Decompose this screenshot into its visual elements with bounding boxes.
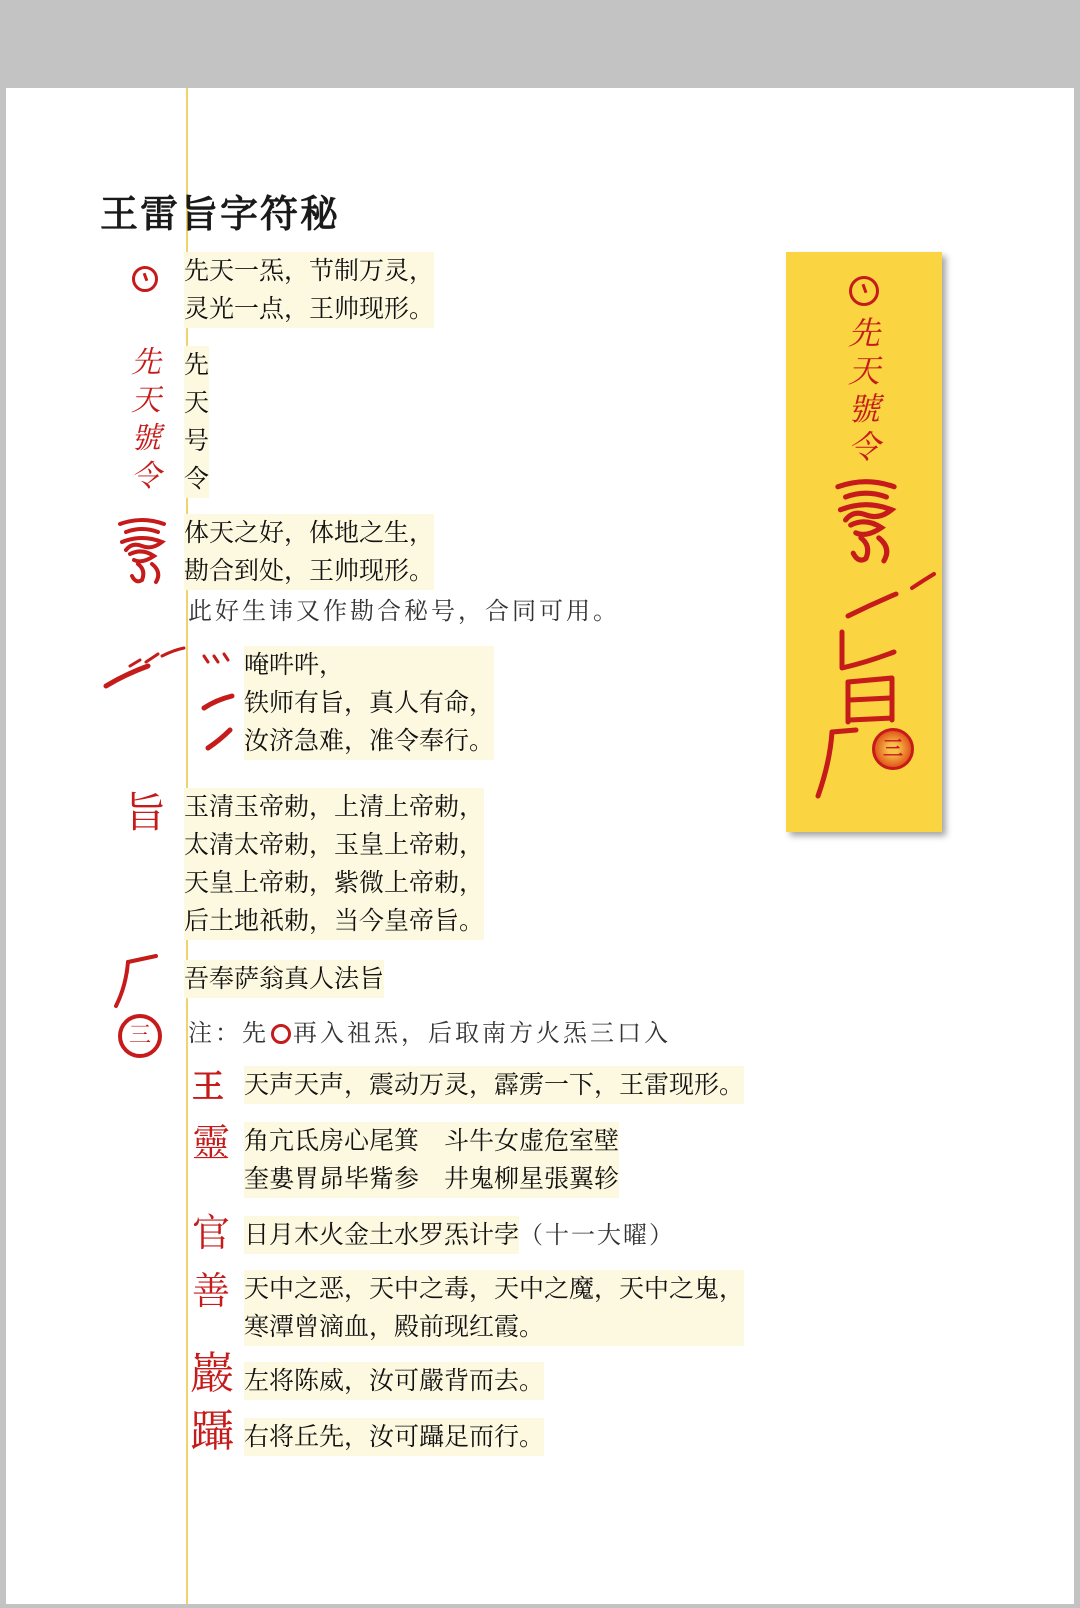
verse-block-10	[244, 1216, 675, 1254]
note-line: 此好生讳又作勘合秘号，合同可用。	[188, 597, 620, 625]
talisman-hao-ling	[842, 314, 886, 466]
verse-block-11	[244, 1270, 744, 1346]
verse-block-5	[184, 788, 484, 940]
stroke-marks-column	[198, 650, 242, 760]
verse-line: 寒潭曾滴血，殿前现红霞。	[244, 1312, 545, 1341]
hao-ling-char: 號	[131, 421, 161, 456]
verse-line: 天	[184, 388, 210, 417]
verse-line: 勘合到处，王帅现形。	[184, 556, 435, 585]
page-title: 王雷旨字符秘	[100, 191, 341, 236]
hook-stroke-symbol	[110, 954, 162, 1010]
verse-line: 角亢氐房心尾箕 斗牛女虚危室壁	[244, 1126, 620, 1155]
verse-line: 后土地祇勅，当今皇帝旨。	[184, 906, 485, 935]
ling-symbol: 靈	[192, 1121, 231, 1165]
talisman-panel	[786, 252, 942, 832]
verse-line: 天皇上帝勅，紫微上帝勅，	[184, 868, 485, 897]
talisman-san-circle	[872, 728, 914, 770]
verse-line: 太清太帝勅，玉皇上帝勅，	[184, 830, 485, 859]
verse-line: 唵吽吽，	[244, 650, 345, 679]
zhi-symbol: 旨	[124, 788, 167, 837]
verse-line: 令	[184, 464, 210, 493]
verse-line: 号	[184, 426, 210, 455]
verse-line: 先	[184, 350, 210, 379]
shan-symbol: 善	[192, 1269, 231, 1313]
sun-circle-inline-icon	[271, 1024, 291, 1044]
verse-note: （十一大曜）	[519, 1221, 676, 1249]
haosheng-talisman-icon	[112, 514, 172, 586]
verse-line: 日月木火金土水罗炁计孛	[244, 1216, 519, 1254]
verse-line: 灵光一点，王帅现形。	[184, 294, 435, 323]
sun-circle-symbol	[849, 276, 879, 306]
verse-line: 天声天声，震动万灵，霹雳一下，王雷现形。	[244, 1070, 745, 1099]
document-page	[6, 88, 1074, 1604]
hao-ling-char: 天	[131, 383, 161, 418]
verse-line: 先天一炁，节制万灵，	[184, 256, 435, 285]
verse-line: 玉清玉帝勅，上清上帝勅，	[184, 792, 485, 821]
hao-ling-char: 令	[131, 459, 161, 494]
verse-line: 汝济急难，准令奉行。	[244, 726, 495, 755]
verse-block-6	[184, 960, 384, 998]
verse-block-2	[184, 346, 209, 498]
verse-block-8	[244, 1066, 744, 1104]
guan-symbol: 官	[192, 1211, 231, 1255]
verse-line: 吾奉萨翁真人法旨	[184, 964, 385, 993]
three-strokes-symbol	[100, 644, 188, 690]
hao-ling-char: 先	[131, 345, 161, 380]
talisman-char: 先	[847, 314, 880, 352]
verse-block-13	[244, 1418, 544, 1456]
haosheng-talisman-icon	[826, 474, 906, 566]
verse-line: 奎婁胃昴毕觜参 井鬼柳星張翼轸	[244, 1164, 620, 1193]
verse-block-1	[184, 252, 434, 328]
talisman-san-char: 三	[883, 736, 903, 760]
san-char: 三	[128, 1023, 151, 1048]
verse-block-9	[244, 1122, 619, 1198]
verse-line: 右将丘先，汝可躡足而行。	[244, 1422, 545, 1451]
nie-symbol: 躡	[190, 1406, 234, 1457]
verse-line: 左将陈威，汝可嚴背而去。	[244, 1366, 545, 1395]
talisman-zhi-glyph	[808, 612, 918, 802]
verse-line: 天中之恶，天中之毒，天中之魔，天中之鬼，	[244, 1274, 745, 1303]
wang-symbol: 王	[192, 1067, 225, 1105]
sun-circle-symbol	[132, 266, 158, 292]
yan-symbol: 巖	[190, 1348, 234, 1399]
verse-line: 体天之好，体地之生，	[184, 518, 435, 547]
talisman-char: 令	[847, 428, 880, 466]
verse-block-12	[244, 1362, 544, 1400]
note-line	[188, 1014, 671, 1052]
san-circle-symbol	[118, 1014, 162, 1058]
verse-block-3	[184, 514, 434, 590]
talisman-char: 天	[847, 352, 880, 390]
note-prefix: 注：先	[188, 1019, 269, 1047]
verse-block-4	[244, 646, 494, 760]
talisman-char: 號	[847, 390, 880, 428]
note-suffix: 再入祖炁，后取南方火炁三口入	[293, 1019, 671, 1047]
hao-ling-symbol	[126, 344, 166, 496]
verse-line: 铁师有旨，真人有命，	[244, 688, 495, 717]
